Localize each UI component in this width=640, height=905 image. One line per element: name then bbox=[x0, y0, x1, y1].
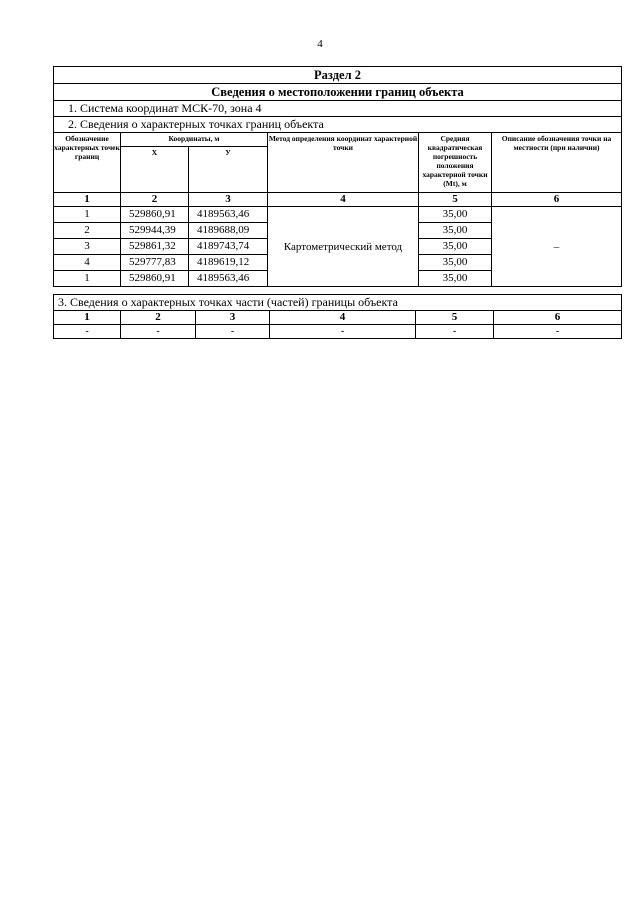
header-x: X bbox=[121, 147, 189, 193]
col-number: 1 bbox=[54, 311, 121, 325]
col-number: 2 bbox=[121, 193, 189, 207]
point-id: 2 bbox=[54, 223, 121, 239]
point-id: 3 bbox=[54, 239, 121, 255]
empty-cell: - bbox=[270, 325, 416, 339]
coord-x: 529860,91 bbox=[121, 207, 189, 223]
empty-cell: - bbox=[196, 325, 270, 339]
coord-y: 4189619,12 bbox=[189, 255, 268, 271]
column-number-row bbox=[54, 311, 622, 325]
col-number: 4 bbox=[268, 193, 419, 207]
page-number: 4 bbox=[317, 38, 323, 50]
col-number: 6 bbox=[494, 311, 622, 325]
header-error: Средняя квадратическая погрешность положения характерной точки (Mt), м bbox=[419, 133, 492, 193]
col-number: 5 bbox=[416, 311, 494, 325]
boundary-table bbox=[53, 66, 622, 287]
empty-cell: - bbox=[416, 325, 494, 339]
header-y: У bbox=[189, 147, 268, 193]
empty-cell: - bbox=[494, 325, 622, 339]
header-coordinates: Координаты, м bbox=[121, 133, 268, 147]
table-row bbox=[54, 207, 622, 223]
section-title: Раздел 2 bbox=[54, 67, 622, 84]
header-point-designation: Обозначение характерных точек границ bbox=[54, 133, 121, 193]
coord-x: 529861,32 bbox=[121, 239, 189, 255]
method-value: Картометрический метод bbox=[268, 207, 419, 287]
header-method: Метод определения координат характерной точки bbox=[268, 133, 419, 193]
section-subtitle: Сведения о местоположении границ объекта bbox=[54, 84, 622, 101]
error-value: 35,00 bbox=[419, 207, 492, 223]
empty-cell: - bbox=[54, 325, 121, 339]
parts-heading: 3. Сведения о характерных точках части (частей) границы объекта bbox=[54, 295, 622, 311]
coord-x: 529944,39 bbox=[121, 223, 189, 239]
error-value: 35,00 bbox=[419, 223, 492, 239]
parts-table bbox=[53, 294, 622, 339]
col-number: 2 bbox=[121, 311, 196, 325]
coord-y: 4189563,46 bbox=[189, 207, 268, 223]
error-value: 35,00 bbox=[419, 255, 492, 271]
coord-x: 529777,83 bbox=[121, 255, 189, 271]
header-description: Описание обозначения точки на местности (при наличии) bbox=[492, 133, 622, 193]
col-number: 6 bbox=[492, 193, 622, 207]
point-id: 4 bbox=[54, 255, 121, 271]
coord-y: 4189743,74 bbox=[189, 239, 268, 255]
col-number: 1 bbox=[54, 193, 121, 207]
col-number: 5 bbox=[419, 193, 492, 207]
description-value: – bbox=[492, 207, 622, 287]
error-value: 35,00 bbox=[419, 271, 492, 287]
coord-y: 4189688,09 bbox=[189, 223, 268, 239]
column-number-row bbox=[54, 193, 622, 207]
table-row bbox=[54, 325, 622, 339]
col-number: 4 bbox=[270, 311, 416, 325]
coordinate-system-line: 1. Система координат МСК-70, зона 4 bbox=[54, 101, 622, 117]
col-number: 3 bbox=[196, 311, 270, 325]
point-id: 1 bbox=[54, 271, 121, 287]
col-number: 3 bbox=[189, 193, 268, 207]
coord-x: 529860,91 bbox=[121, 271, 189, 287]
error-value: 35,00 bbox=[419, 239, 492, 255]
coord-y: 4189563,46 bbox=[189, 271, 268, 287]
empty-cell: - bbox=[121, 325, 196, 339]
boundary-points-heading: 2. Сведения о характерных точках границ объекта bbox=[54, 117, 622, 133]
point-id: 1 bbox=[54, 207, 121, 223]
